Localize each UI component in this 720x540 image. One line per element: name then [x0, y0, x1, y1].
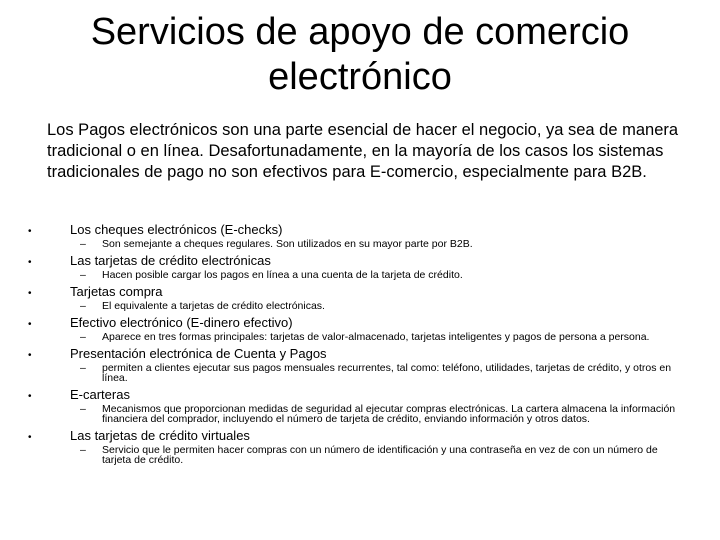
sub-item: [0, 363, 720, 383]
list-item-label: Presentación electrónica de Cuenta y Pagos: [70, 346, 327, 361]
list-item-label: Los cheques electrónicos (E-checks): [70, 222, 283, 237]
list-item: [0, 284, 720, 311]
sub-item: [0, 270, 720, 280]
intro-paragraph: Los Pagos electrónicos son una parte esencial de hacer el negocio, ya sea de manera tradicional o en línea. Desafortunadamente, en la mayoría de los casos los sistemas tradicionales de pago no son efectivos para E-comercio, especialmente para B2B.: [47, 121, 679, 181]
sub-item: [0, 332, 720, 342]
bullet-icon: •: [28, 350, 32, 361]
bullet-icon: •: [28, 257, 32, 268]
list-item-label: Tarjetas compra: [70, 284, 163, 299]
sub-item: [0, 404, 720, 424]
slide-title: Servicios de apoyo de comercio electrónico: [90, 11, 630, 98]
dash-icon: –: [80, 331, 86, 343]
list-item: [0, 428, 720, 465]
bullet-icon: •: [28, 319, 32, 330]
dash-icon: –: [80, 403, 86, 415]
sub-item-text: Hacen posible cargar los pagos en línea a una cuenta de la tarjeta de crédito.: [102, 269, 463, 281]
list-item-label: E-carteras: [70, 387, 130, 402]
sub-item-text: Servicio que le permiten hacer compras con un número de identificación y una contraseña en vez de con un número de tarjeta de crédito.: [102, 444, 658, 466]
dash-icon: –: [80, 362, 86, 374]
bullet-icon: •: [28, 288, 32, 299]
sub-item: [0, 445, 720, 465]
sub-item-text: Aparece en tres formas principales: tarjetas de valor-almacenado, tarjetas inteligentes y pagos de persona a persona.: [102, 331, 650, 343]
dash-icon: –: [80, 444, 86, 456]
bullet-list: [0, 222, 720, 465]
bullet-icon: •: [28, 391, 32, 402]
list-item: [0, 346, 720, 383]
dash-icon: –: [80, 269, 86, 281]
sub-item-text: Son semejante a cheques regulares. Son utilizados en su mayor parte por B2B.: [102, 238, 473, 250]
list-item-label: Las tarjetas de crédito electrónicas: [70, 253, 271, 268]
sub-item: [0, 239, 720, 249]
list-item: [0, 253, 720, 280]
list-item: [0, 387, 720, 424]
dash-icon: –: [80, 238, 86, 250]
list-item-label: Las tarjetas de crédito virtuales: [70, 428, 250, 443]
sub-item: [0, 301, 720, 311]
bullet-icon: •: [28, 226, 32, 237]
list-item-label: Efectivo electrónico (E-dinero efectivo): [70, 315, 293, 330]
list-item: [0, 222, 720, 249]
sub-item-text: Mecanismos que proporcionan medidas de seguridad al ejecutar compras electrónicas. La cartera almacena la información financiera del comprador, incluyendo el número de tarjeta de crédito, enviando información y otros datos.: [102, 403, 676, 425]
list-item: [0, 315, 720, 342]
sub-item-text: permiten a clientes ejecutar sus pagos mensuales recurrentes, tal como: teléfono, utilidades, tarjetas de crédito, y otros en línea.: [102, 362, 672, 384]
bullet-icon: •: [28, 432, 32, 443]
sub-item-text: El equivalente a tarjetas de crédito electrónicas.: [102, 300, 325, 312]
dash-icon: –: [80, 300, 86, 312]
